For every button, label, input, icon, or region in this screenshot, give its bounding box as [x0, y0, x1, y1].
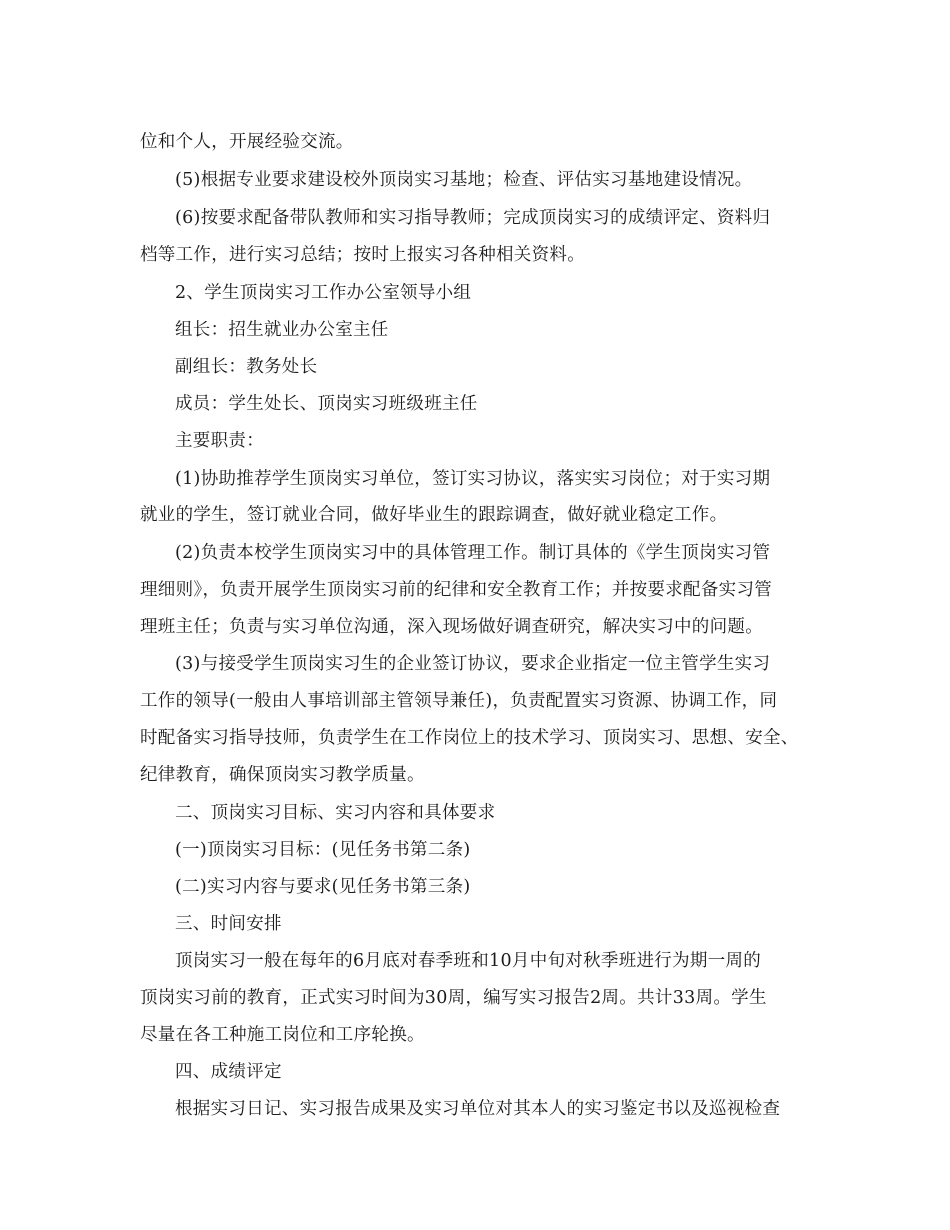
section-heading: 二、顶岗实习目标、实习内容和具体要求 [175, 803, 496, 823]
text-line: 时配备实习指导技师，负责学生在工作岗位上的技术学习、顶岗实习、思想、安全、 [140, 728, 799, 748]
section-heading: 2、学生顶岗实习工作办公室领导小组 [175, 283, 472, 303]
text-line: 成员：学生处长、顶岗实习班级班主任 [175, 394, 478, 414]
text-line: 主要职责： [175, 431, 264, 451]
text-line: 理细则》，负责开展学生顶岗实习前的纪律和安全教育工作；并按要求配备实习管 [140, 580, 773, 600]
text-line: (1)协助推荐学生顶岗实习单位，签订实习协议，落实实习岗位；对于实习期 [175, 469, 771, 489]
text-line: 顶岗实习一般在每年的6月底对春季班和10月中旬对秋季班进行为期一周的 [175, 951, 762, 971]
text-line: (6)按要求配备带队教师和实习指导教师；完成顶岗实习的成绩评定、资料归 [175, 208, 771, 228]
text-line: 组长：招生就业办公室主任 [175, 320, 389, 340]
text-line: (3)与接受学生顶岗实习生的企业签订协议，要求企业指定一位主管学生实习 [175, 654, 771, 674]
text-line: 工作的领导(一般由人事培训部主管领导兼任)，负责配置实习资源、协调工作，同 [140, 691, 778, 711]
text-line: (5)根据专业要求建设校外顶岗实习基地；检查、评估实习基地建设情况。 [175, 170, 753, 190]
text-line: 根据实习日记、实习报告成果及实习单位对其本人的实习鉴定书以及巡视检查 [175, 1099, 781, 1119]
text-line: 尽量在各工种施工岗位和工序轮换。 [140, 1025, 425, 1045]
text-line: (2)负责本校学生顶岗实习中的具体管理工作。制订具体的《学生顶岗实习管 [175, 543, 771, 563]
subsection-heading: (一)顶岗实习目标：(见任务书第二条) [175, 840, 471, 860]
text-line: 理班主任；负责与实习单位沟通，深入现场做好调查研究，解决实习中的问题。 [140, 617, 763, 637]
text-line: 位和个人，开展经验交流。 [140, 132, 354, 152]
text-line: 顶岗实习前的教育，正式实习时间为30周，编写实习报告2周。共计33周。学生 [140, 988, 767, 1008]
text-line: 档等工作，进行实习总结；按时上报实习各种相关资料。 [140, 245, 585, 265]
text-line: 纪律教育，确保顶岗实习教学质量。 [140, 765, 425, 785]
text-line: 副组长：教务处长 [175, 357, 318, 377]
text-line: 就业的学生，签订就业合同，做好毕业生的跟踪调查，做好就业稳定工作。 [140, 505, 728, 525]
section-heading: 四、成绩评定 [175, 1062, 282, 1082]
section-heading: 三、时间安排 [175, 914, 282, 934]
subsection-heading: (二)实习内容与要求(见任务书第三条) [175, 877, 471, 897]
